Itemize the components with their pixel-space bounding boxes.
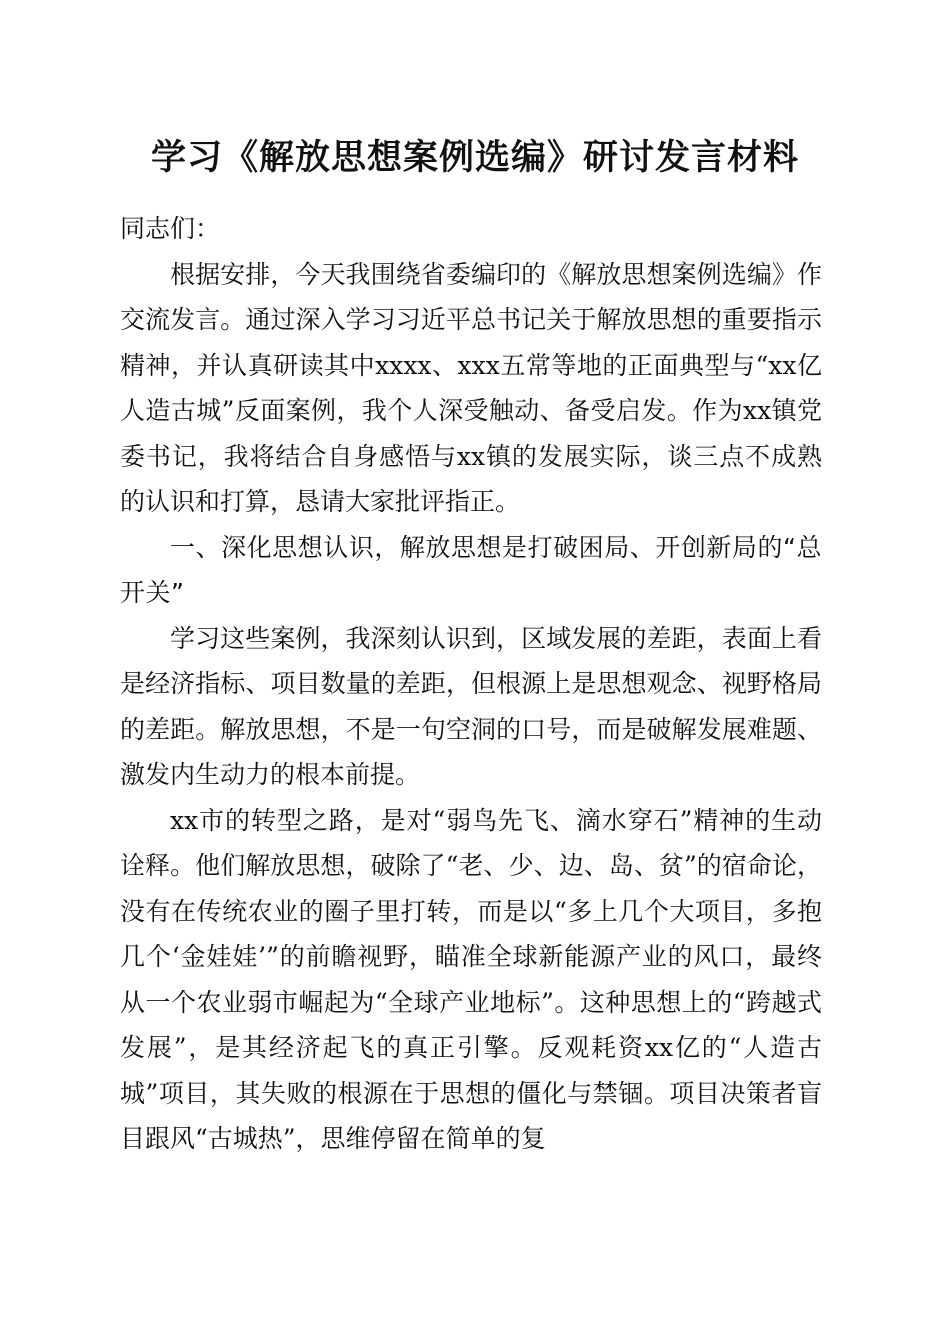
paragraph-2: xx市的转型之路，是对“弱鸟先飞、滴水穿石”精神的生动诠释。他们解放思想，破除了“老、少、边、岛、贫”的宿命论，没有在传统农业的圈子里打转，而是以“多上几个大项目，多抱几个‘金娃娃’”的前瞻视野，瞄准全球新能源产业的风口，最终从一个农业弱市崛起为“全球产业地标”。这种思想上的“跨越式发展”，是其经济起飞的真正引擎。反观耗资xx亿的“人造古城”项目，其失败的根源在于思想的僵化与禁锢。项目决策者盲目跟风“古城热”，思维停留在简单的复 <box>120 805 822 1153</box>
salutation: 同志们： <box>120 214 221 243</box>
document-title: 学习《解放思想案例选编》研讨发言材料 <box>150 137 799 178</box>
paragraph-intro: 根据安排，今天我围绕省委编印的《解放思想案例选编》作交流发言。通过深入学习习近平总书记关于解放思想的重要指示精神，并认真研读其中xxxx、xxx五常等地的正面典型与“xx亿人造古城”反面案例，我个人深受触动、备受启发。作为xx镇党委书记，我将结合自身感悟与xx镇的发展实际，谈三点不成熟的认识和打算，恳请大家批评指正。 <box>120 259 822 516</box>
document-body <box>120 206 822 1162</box>
section-heading-1: 一、深化思想认识，解放思想是打破困局、开创新局的“总开关” <box>120 532 822 607</box>
paragraph-1: 学习这些案例，我深刻认识到，区域发展的差距，表面上看是经济指标、项目数量的差距，但根源上是思想观念、视野格局的差距。解放思想，不是一句空洞的口号，而是破解发展难题、激发内生动力的根本前提。 <box>120 623 822 789</box>
